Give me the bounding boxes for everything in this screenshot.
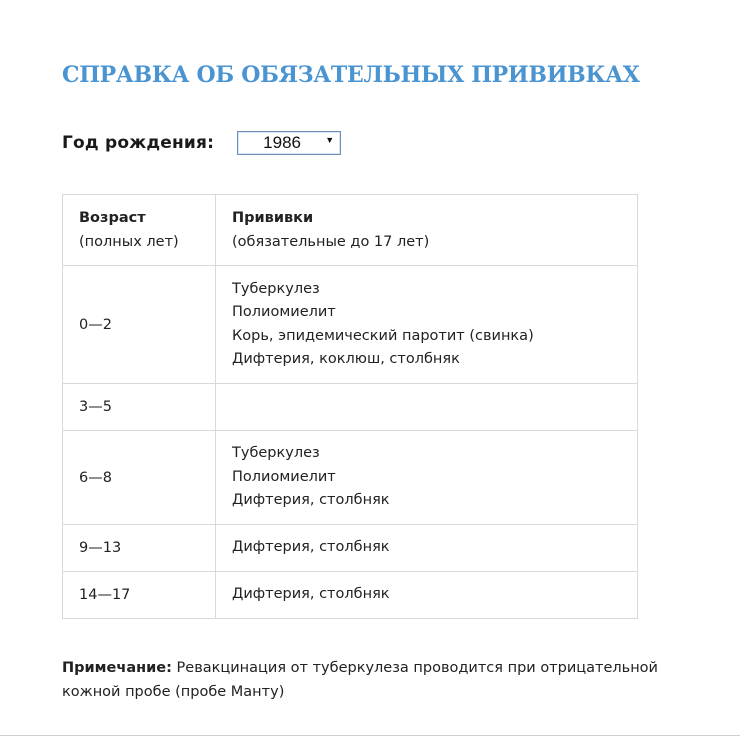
note-text: Ревакцинация от туберкулеза проводится при отрицательной кожной пробе (пробе Манту) <box>62 660 658 700</box>
table-row <box>63 572 638 619</box>
age-header-subtitle: (полных лет) <box>79 234 179 250</box>
vaccinations-cell <box>216 266 638 384</box>
vaccinations-cell-empty <box>216 384 638 431</box>
table-header-row <box>63 195 638 266</box>
age-column-header <box>63 195 216 266</box>
table-row <box>63 431 638 525</box>
vaccination-item: Дифтерия, столбняк <box>232 492 390 509</box>
birth-year-value: 1986 <box>263 133 301 152</box>
vaccination-item: Туберкулез <box>232 445 320 462</box>
vaccinations-cell <box>216 431 638 525</box>
bottom-divider <box>0 735 740 736</box>
birth-year-row <box>62 128 341 158</box>
vaccinations-header-subtitle: (обязательные до 17 лет) <box>232 234 430 250</box>
age-cell: 9—13 <box>63 525 216 572</box>
vaccination-item: Корь, эпидемический паротит (свинка) <box>232 327 534 344</box>
vaccinations-column-header <box>216 195 638 266</box>
dropdown-triangle-icon: ▼ <box>325 135 335 145</box>
page-title: СПРАВКА ОБ ОБЯЗАТЕЛЬНЫХ ПРИВИВКАХ <box>62 62 640 88</box>
age-cell: 14—17 <box>63 572 216 619</box>
vaccinations-header-title: Прививки <box>232 210 314 226</box>
vaccination-item: Дифтерия, коклюш, столбняк <box>232 351 460 367</box>
age-cell: 0—2 <box>63 266 216 384</box>
vaccination-item: Полиомиелит <box>232 304 336 320</box>
age-cell: 3—5 <box>63 384 216 431</box>
note-label: Примечание: <box>62 660 172 676</box>
age-cell: 6—8 <box>63 431 216 525</box>
vaccination-item: Дифтерия, столбняк <box>232 586 390 603</box>
age-header-title: Возраст <box>79 210 146 226</box>
vaccinations-cell <box>216 572 638 619</box>
vaccination-item: Дифтерия, столбняк <box>232 539 390 556</box>
birth-year-label: Год рождения: <box>62 133 215 153</box>
table-row <box>63 266 638 384</box>
vaccinations-cell <box>216 525 638 572</box>
vaccination-item: Туберкулез <box>232 280 320 297</box>
birth-year-select[interactable] <box>237 131 341 155</box>
note-paragraph <box>62 656 682 704</box>
vaccination-item: Полиомиелит <box>232 468 336 485</box>
table-row <box>63 384 638 431</box>
vaccination-table <box>62 194 638 619</box>
table-row <box>63 525 638 572</box>
